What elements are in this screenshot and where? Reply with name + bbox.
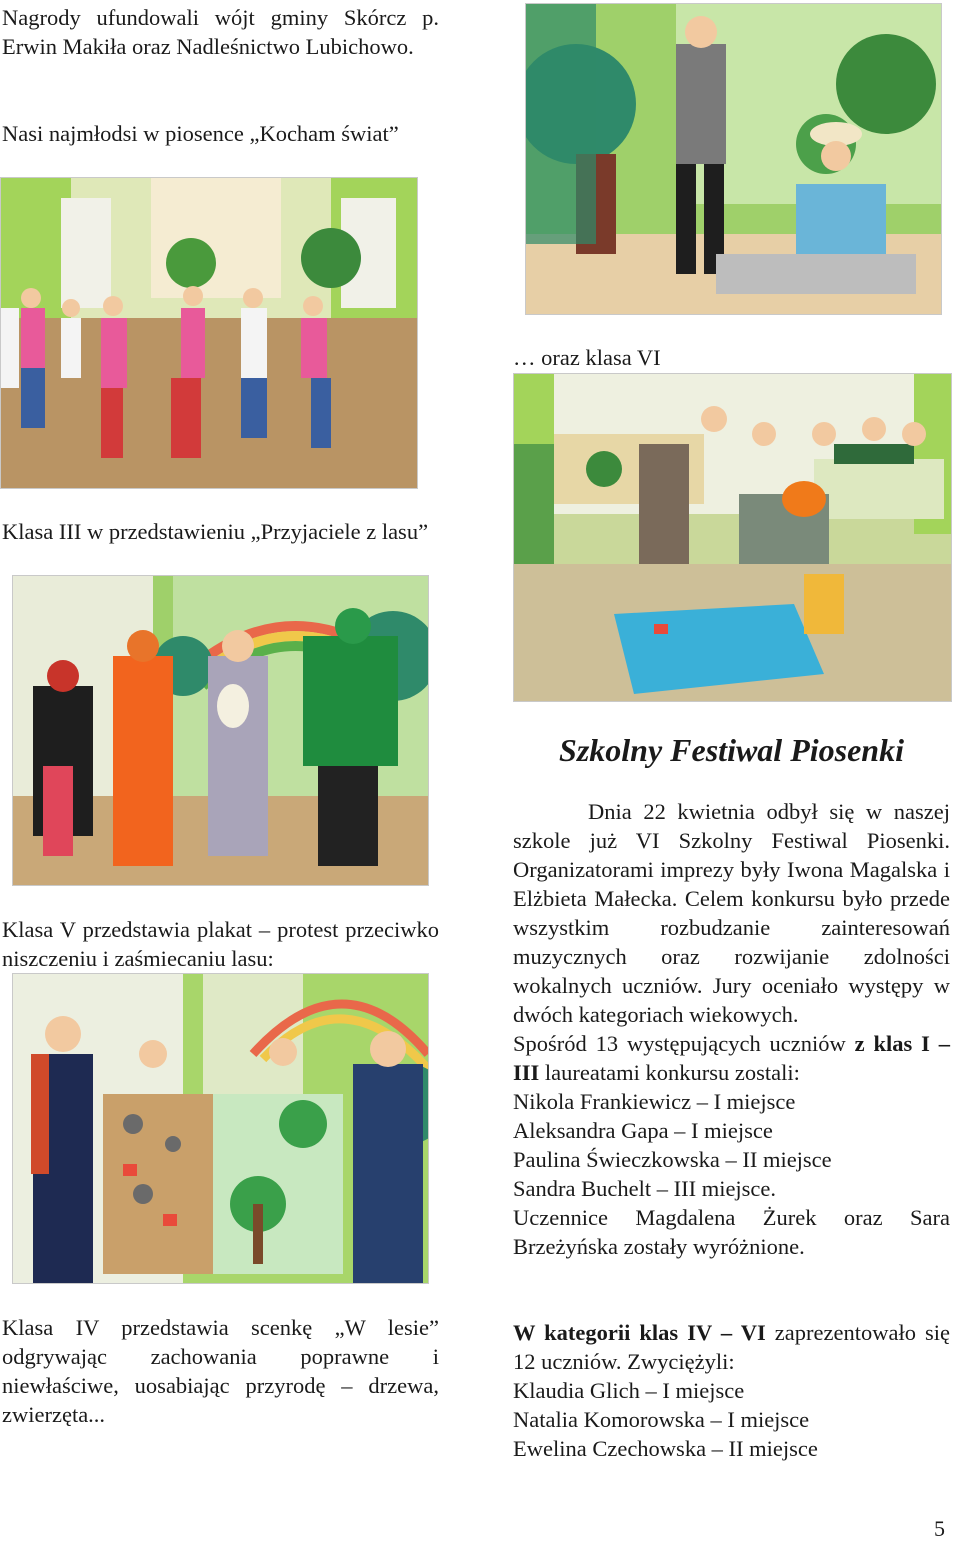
winner-1-1: Nikola Frankiewicz – I miejsce (513, 1089, 796, 1114)
article-intro: Dnia 22 kwietnia odbył się w naszej szkole już VI Szkolny Festiwal Piosenki. Organizatorami imprezy były Iwona Magalska i Elżbieta Małecka. Celem konkursu było przede wszystkim rozbudzanie zainteresowań muzycznych oraz rozwijanie zdolności wokalnych uczniów. Jury oceniało występy w dwóch kategoriach wiekowych. (513, 799, 950, 1027)
winner-2-2: Natalia Komorowska – I miejsce (513, 1407, 810, 1432)
article-body (513, 797, 950, 1261)
photo-klasa-iv-scene (525, 3, 942, 315)
group1-intro: Spośród 13 występujących uczniów z klas I – III laureatami konkursu zostali: (513, 1031, 950, 1085)
winner-1-4: Sandra Buchelt – III miejsce. (513, 1176, 777, 1201)
photo-klasa-v-poster (12, 973, 429, 1284)
winner-2-3: Ewelina Czechowska – II miejsce (513, 1436, 818, 1461)
winner-2-1: Klaudia Glich – I miejsce (513, 1378, 745, 1403)
page-number: 5 (934, 1516, 945, 1541)
photo-klasa-vi (513, 373, 952, 702)
article-heading: Szkolny Festiwal Piosenki (559, 732, 904, 768)
caption-klasa-vi: … oraz klasa VI (513, 345, 661, 370)
caption-klasa-v: Klasa V przedstawia plakat – protest przeciwko niszczeniu i zaśmiecaniu lasu: (2, 917, 439, 971)
caption-klasa-iv: Klasa IV przedstawia scenkę „W lesie” odgrywając zachowania poprawne i niewłaściwe, uosabiając przyrodę – drzewa, zwierzęta... (2, 1315, 439, 1427)
photo-klasa-iii-play (12, 575, 429, 886)
group2-intro: W kategorii klas IV – VI zaprezentowało się 12 uczniów. Zwyciężyli: (513, 1320, 950, 1374)
caption-kocham-swiat: Nasi najmłodsi w piosence „Kocham świat” (2, 121, 399, 146)
photo-youngest-singing (0, 177, 418, 489)
article-body-2 (513, 1318, 950, 1463)
winner-1-2: Aleksandra Gapa – I miejsce (513, 1118, 773, 1143)
paragraph-prizes: Nagrody ufundowali wójt gminy Skórcz p. Erwin Makiła oraz Nadleśnictwo Lubichowo. (2, 5, 439, 59)
caption-klasa-iii: Klasa III w przedstawieniu „Przyjaciele z lasu” (2, 519, 429, 544)
winner-1-3: Paulina Świeczkowska – II miejsce (513, 1147, 832, 1172)
honorable-mention: Uczennice Magdalena Żurek oraz Sara Brzeżyńska zostały wyróżnione. (513, 1205, 950, 1259)
